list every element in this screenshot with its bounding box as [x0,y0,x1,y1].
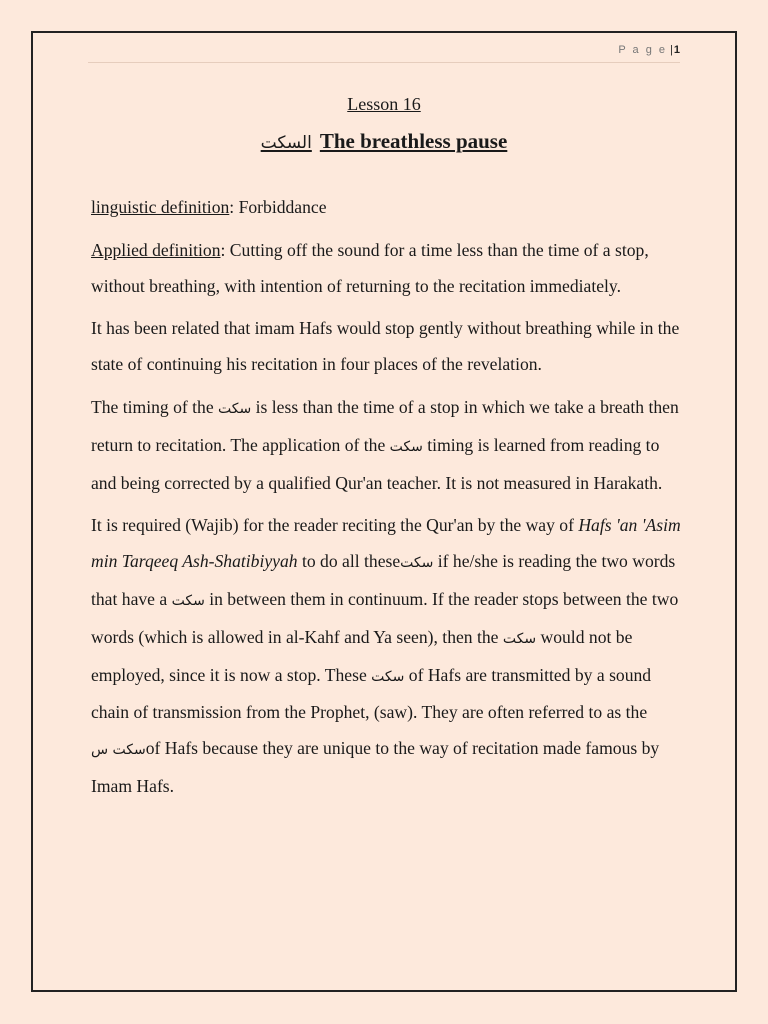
timing-text-1: The timing of the [91,396,219,417]
applied-label: Applied definition [91,239,221,260]
hafs-paragraph: It has been related that imam Hafs would stop gently without breathing while in the state of continuing his recitation in four places of the revelation. [91,318,680,375]
timing-paragraph [91,390,681,501]
required-arabic-5: سكت س [91,742,146,759]
required-italic: Hafs 'an 'Asim min Tarqeeq Ash-Shatibiyyah [91,515,681,572]
required-text-1: It is required (Wajib) for the reader reciting the Qur'an by the way of [91,515,579,536]
required-arabic-2: سكت [171,592,205,609]
timing-text-3: timing is learned from reading to and being corrected by a qualified Qur'an teacher. It is not measured in Harakath. [91,434,663,493]
timing-arabic-2: سكت [389,438,423,455]
title-english: The breathless pause [319,129,508,153]
main-title [0,129,768,154]
linguistic-definition [91,190,681,226]
required-text-2: to do all these [297,551,401,572]
required-text-5: would not be employed, since it is now a stop. These [91,626,633,685]
required-arabic-1: سكت [400,555,434,572]
linguistic-label: linguistic definition [91,197,230,217]
linguistic-text: : Forbiddance [229,197,327,217]
required-text-7: of Hafs because they are unique to the way of recitation made famous by Imam Hafs. [91,738,660,796]
required-text-3: if he/she is reading the two words that have a [91,551,676,609]
applied-text: : Cutting off the sound for a time less than the time of a stop, without breathing, with intention of returning to the recitation immediately. [91,239,649,296]
page-separator: | [670,44,673,56]
required-arabic-3: سكت [502,630,537,647]
title-arabic: السكت [260,133,312,153]
timing-arabic-1: سكت [218,400,252,417]
timing-text-2: is less than the time of a stop in which we take a breath then return to recitation. The application of the [91,396,679,455]
applied-definition [91,233,681,305]
document-body [91,190,681,812]
page-number: 1 [673,44,680,56]
required-paragraph [91,508,681,804]
required-text-6: of Hafs are transmitted by a sound chain of transmission from the Prophet, (saw). They are often referred to as the [91,664,652,723]
page-word: P a g e [618,44,668,56]
required-text-4: in between them in continuum. If the reader stops between the two words (which is allowed in al-Kahf and Ya seen), then the [91,588,679,647]
required-arabic-4: سكت [371,668,405,685]
page-header [88,44,680,63]
lesson-title: Lesson 16 [347,94,421,114]
